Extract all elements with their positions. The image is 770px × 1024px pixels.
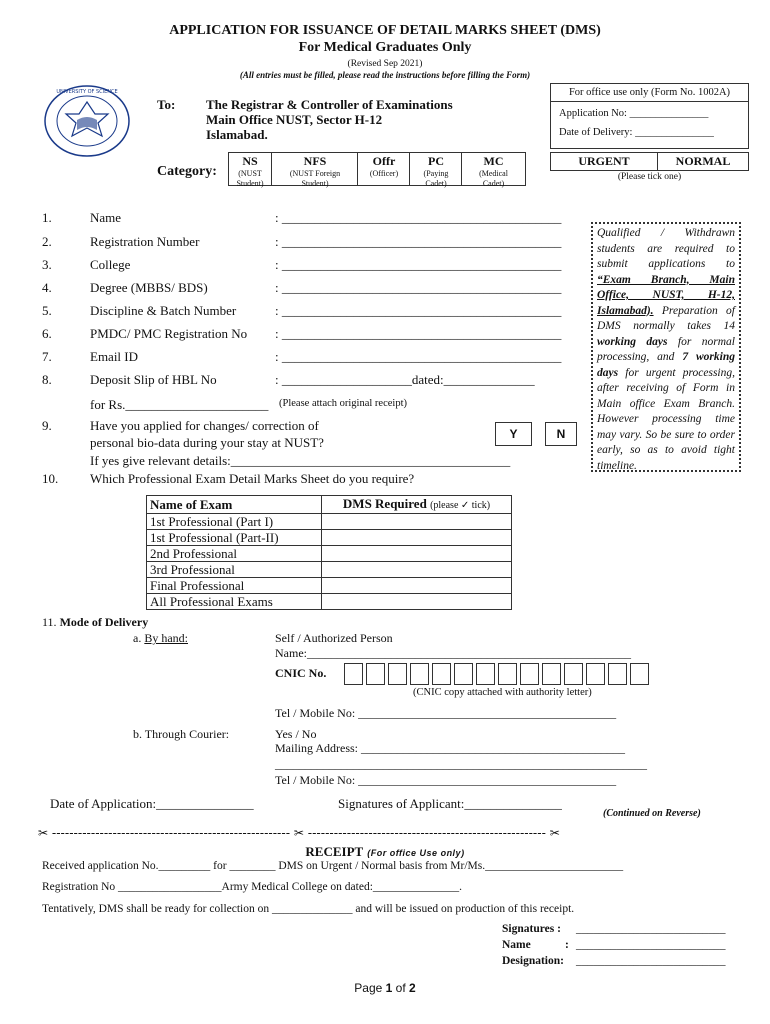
cnic-box[interactable]: [388, 663, 407, 685]
category-desc: Student): [236, 179, 264, 188]
receipt-line1: Received application No._________ for ________ DMS on Urgent / Normal basis from Mr/Ms.________________________: [42, 860, 624, 872]
applicant-signature[interactable]: Signatures of Applicant:_______________: [338, 796, 562, 811]
table-header-row: [147, 496, 512, 514]
field-label: Email ID: [90, 349, 139, 364]
page-current: 1: [385, 981, 393, 995]
exam-table: [146, 495, 512, 610]
col-name-of-exam: Name of Exam: [147, 496, 322, 514]
revised-date: (Revised Sep 2021): [347, 59, 423, 69]
delivery-date-field[interactable]: Date of Delivery: _______________: [559, 127, 714, 138]
field-number: 3.: [42, 257, 52, 272]
field-label: Registration Number: [90, 234, 200, 249]
deposit-note: (Please attach original receipt): [279, 398, 407, 409]
cnic-note: (CNIC copy attached with authority letter): [413, 687, 592, 698]
continued-note: (Continued on Reverse): [603, 808, 701, 819]
dms-tick-cell[interactable]: [322, 514, 512, 530]
by-hand-text: By hand:: [144, 631, 188, 645]
field-number: 4.: [42, 280, 52, 295]
delivery-title: [42, 615, 148, 630]
mailing-address-input[interactable]: Mailing Address: ____________________________________________: [275, 741, 625, 755]
exam-name: 2nd Professional: [147, 546, 322, 562]
dashed-line: -------------------------------------------------------: [307, 826, 546, 840]
category-nfs[interactable]: [271, 153, 358, 188]
urgency-box: [550, 152, 749, 171]
cnic-box[interactable]: [366, 663, 385, 685]
cnic-box[interactable]: [586, 663, 605, 685]
cnic-box[interactable]: [498, 663, 517, 685]
receipt-name-colon: :: [565, 939, 569, 951]
category-options: [228, 152, 526, 186]
field-label: PMDC/ PMC Registration No: [90, 326, 248, 341]
category-mc[interactable]: [461, 153, 525, 188]
scissors-icon: ✂: [549, 826, 560, 840]
cnic-box[interactable]: [608, 663, 627, 685]
email-input[interactable]: : ___________________________________________: [275, 349, 562, 364]
receipt-line2: Registration No __________________Army Medical College on dated:_______________.: [42, 881, 463, 893]
address-line1: The Registrar & Controller of Examinations: [206, 97, 453, 112]
note-address: “Exam Branch, Main Office, NUST, H-12, Islamabad).: [597, 273, 735, 317]
exam-name: 1st Professional (Part I): [147, 514, 322, 530]
scissors-icon: ✂: [38, 826, 49, 840]
by-hand-letter: a.: [133, 631, 142, 645]
form-subtitle: For Medical Graduates Only: [298, 40, 472, 55]
cnic-box[interactable]: [344, 663, 363, 685]
q9-yes-box[interactable]: Y: [495, 422, 532, 446]
category-code: NFS: [303, 154, 327, 168]
mailing-address-line2[interactable]: ______________________________________________________________: [275, 757, 647, 771]
deposit-input[interactable]: : ____________________dated:______________: [275, 372, 535, 387]
authorized-name-input[interactable]: Name:______________________________________________________: [275, 646, 631, 660]
dms-required-label: DMS Required: [342, 496, 427, 511]
delivery-number: 11.: [42, 615, 57, 629]
q9-number: 9.: [42, 418, 52, 433]
office-use-box: [550, 83, 749, 149]
receipt-signature-input[interactable]: __________________________: [576, 923, 726, 935]
instructions-note: [591, 222, 741, 472]
by-hand-label: [133, 631, 188, 646]
receipt-signatures-label: Signatures :: [502, 923, 561, 935]
delivery-heading: Mode of Delivery: [59, 615, 149, 629]
receipt-name-input[interactable]: __________________________: [576, 939, 726, 951]
table-row: [147, 562, 512, 578]
date-of-application[interactable]: Date of Application:_______________: [50, 796, 254, 811]
exam-name: 1st Professional (Part-II): [147, 530, 322, 546]
exam-name: Final Professional: [147, 578, 322, 594]
exam-name: All Professional Exams: [147, 594, 322, 610]
dms-tick-cell[interactable]: [322, 562, 512, 578]
field-number: 5.: [42, 303, 52, 318]
dms-tick-cell[interactable]: [322, 546, 512, 562]
cnic-box[interactable]: [432, 663, 451, 685]
field-number: 8.: [42, 372, 52, 387]
registration-input[interactable]: : ___________________________________________: [275, 234, 562, 249]
field-number: 1.: [42, 210, 52, 225]
pmdc-input[interactable]: : ___________________________________________: [275, 326, 562, 341]
note-emphasis: working days: [597, 335, 668, 348]
category-offr[interactable]: [357, 153, 410, 185]
field-label: College: [90, 257, 131, 272]
table-row: [147, 514, 512, 530]
dms-tick-cell[interactable]: [322, 578, 512, 594]
field-label: Deposit Slip of HBL No: [90, 372, 217, 387]
dms-tick-cell[interactable]: [322, 594, 512, 610]
table-row: [147, 546, 512, 562]
exam-name: 3rd Professional: [147, 562, 322, 578]
category-desc: (Officer): [369, 169, 399, 178]
urgent-option[interactable]: URGENT: [551, 153, 658, 170]
category-code: NS: [242, 154, 258, 168]
office-use-title: For office use only (Form No. 1002A): [551, 84, 748, 102]
note-text: for urgent processing, after receiving of Form in Main office Exam Branch. However processing time may vary. So be sure to order early, so as to avoid tight timeline.: [597, 366, 735, 472]
cut-line: [38, 826, 560, 840]
discipline-input[interactable]: : ___________________________________________: [275, 303, 562, 318]
category-pc[interactable]: [409, 153, 462, 188]
col-dms-required: [322, 496, 512, 514]
cnic-box[interactable]: [410, 663, 429, 685]
svg-text:UNIVERSITY OF SCIENCE: UNIVERSITY OF SCIENCE: [56, 89, 118, 95]
table-row: [147, 578, 512, 594]
table-row: [147, 594, 512, 610]
dms-tick-cell[interactable]: [322, 530, 512, 546]
self-authorized-label: Self / Authorized Person: [275, 631, 393, 645]
page-prefix: Page: [354, 981, 386, 995]
courier-phone-input[interactable]: Tel / Mobile No: ___________________________________________: [275, 773, 617, 787]
tick-note: (please ✓ tick): [430, 500, 491, 511]
receipt-sub: (For office Use only): [367, 848, 465, 858]
application-no-field[interactable]: Application No: _______________: [559, 108, 709, 119]
hand-phone-input[interactable]: Tel / Mobile No: ___________________________________________: [275, 706, 617, 720]
field-number: 2.: [42, 234, 52, 249]
address-line3: Islamabad.: [206, 127, 268, 142]
q9-details-input[interactable]: If yes give relevant details:___________________________________________: [90, 453, 511, 468]
note-text: for normal processing, and: [597, 335, 735, 363]
cnic-box[interactable]: [454, 663, 473, 685]
name-input[interactable]: : ___________________________________________: [275, 210, 562, 225]
receipt-heading: RECEIPT: [305, 844, 364, 859]
receipt-line3: Tentatively, DMS shall be ready for collection on ______________ and will be issued on production of this receipt.: [42, 903, 575, 915]
nust-logo: [42, 84, 132, 158]
receipt-title: [0, 843, 770, 861]
receipt-name-label: Name: [502, 939, 531, 951]
cnic-box[interactable]: [520, 663, 539, 685]
note-text: Preparation of DMS normally takes 14: [597, 304, 735, 332]
category-label: Category:: [157, 164, 217, 179]
cnic-box[interactable]: [476, 663, 495, 685]
urgency-note: (Please tick one): [617, 172, 682, 182]
deposit-amount-input[interactable]: for Rs.______________________: [90, 397, 269, 412]
category-desc: (Medical: [479, 169, 508, 178]
field-label: Discipline & Batch Number: [90, 303, 237, 318]
page-number: [0, 981, 770, 995]
category-desc: (NUST: [238, 169, 262, 178]
college-input[interactable]: : ___________________________________________: [275, 257, 562, 272]
category-code: PC: [428, 154, 444, 168]
category-desc: (NUST Foreign: [289, 169, 341, 178]
table-row: [147, 530, 512, 546]
q9-line1: Have you applied for changes/ correction of: [90, 418, 319, 433]
cnic-label: CNIC No.: [275, 666, 327, 680]
category-desc: Cadet): [482, 179, 505, 188]
category-code: Offr: [372, 154, 396, 168]
cnic-box[interactable]: [564, 663, 583, 685]
normal-option[interactable]: NORMAL: [675, 154, 731, 168]
category-desc: (Paying: [423, 169, 449, 178]
form-instruction: (All entries must be filled, please read the instructions before filling the Form): [239, 70, 531, 80]
courier-yes-no[interactable]: Yes / No: [275, 727, 317, 741]
q10-text: Which Professional Exam Detail Marks Sheet do you require?: [90, 471, 415, 486]
field-label: Name: [90, 210, 122, 225]
address-line2: Main Office NUST, Sector H-12: [206, 112, 383, 127]
category-code: MC: [483, 154, 504, 168]
cnic-box[interactable]: [542, 663, 561, 685]
to-label: To:: [157, 97, 176, 112]
field-number: 7.: [42, 349, 52, 364]
dashed-line: -------------------------------------------------------: [51, 826, 291, 840]
field-label: Degree (MBBS/ BDS): [90, 280, 208, 295]
receipt-designation-label: Designation:: [502, 955, 564, 967]
cnic-box[interactable]: [630, 663, 649, 685]
field-number: 6.: [42, 326, 52, 341]
receipt-designation-input[interactable]: __________________________: [576, 955, 726, 967]
scissors-icon: ✂: [293, 826, 304, 840]
degree-input[interactable]: : ___________________________________________: [275, 280, 562, 295]
category-desc: Student): [301, 179, 329, 188]
category-ns[interactable]: [229, 153, 271, 188]
category-desc: Cadet): [425, 179, 447, 188]
note-text: Qualified / Withdrawn students are required to submit applications to: [597, 227, 735, 270]
q10-number: 10.: [42, 471, 59, 486]
page-total: 2: [409, 981, 416, 995]
courier-label: b. Through Courier:: [133, 727, 230, 741]
q9-no-box[interactable]: N: [545, 422, 577, 446]
page-of: of: [392, 981, 410, 995]
form-title: APPLICATION FOR ISSUANCE OF DETAIL MARKS SHEET (DMS): [169, 23, 601, 38]
q9-line2: personal bio-data during your stay at NUST?: [90, 435, 324, 450]
note-emphasis: 7 working days: [597, 351, 735, 379]
